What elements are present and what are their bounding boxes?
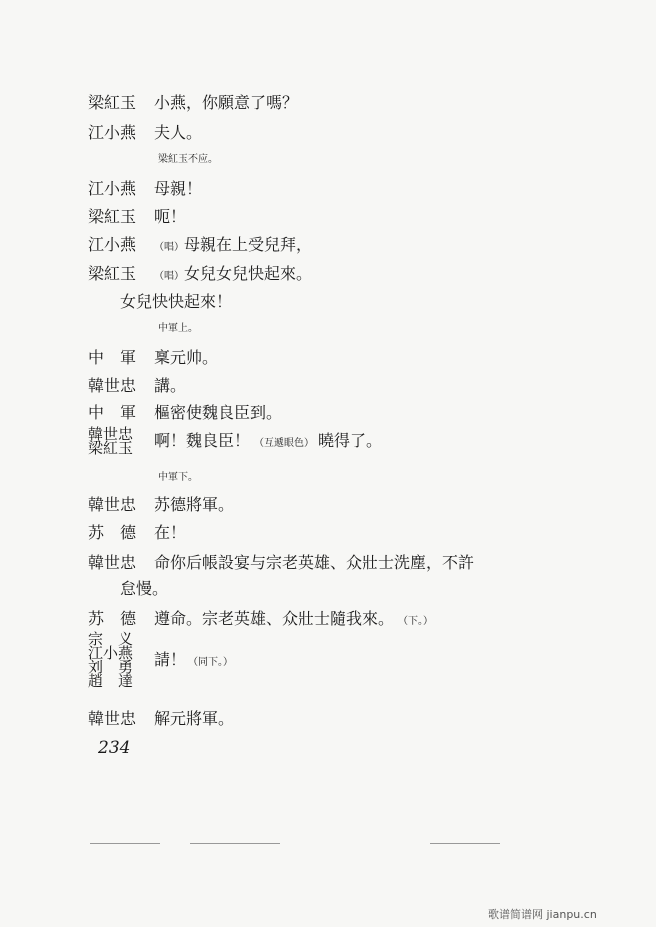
footer-rule (90, 843, 160, 844)
dialogue-line (88, 400, 282, 423)
speaker-group (88, 427, 154, 455)
speaker-name: 韓世忠 (88, 376, 137, 395)
dialogue-line (88, 176, 202, 199)
dialogue-line (88, 204, 186, 227)
continuation-line: 女兒快快起來！ (120, 292, 233, 311)
sung-marker: （唱） (154, 271, 184, 282)
dialogue-text: 稟元帅。 (154, 348, 219, 367)
speaker-name: 中 軍 (88, 348, 137, 367)
dialogue-text: 遵命。宗老英雄、众壯士隨我來。 (154, 609, 395, 628)
dialogue-text: 夫人。 (154, 123, 203, 142)
stage-direction: （下。） (398, 616, 434, 627)
dialogue-line (88, 492, 234, 515)
dialogue-text: 在！ (154, 523, 187, 542)
stage-direction: 梁紅玉不应。 (158, 154, 218, 165)
sung-marker: （唱） (154, 242, 184, 253)
footer-rule (430, 843, 500, 844)
speaker-name: 趙 達 (88, 672, 134, 690)
dialogue-line (88, 606, 433, 629)
dialogue-line (88, 90, 298, 113)
dialogue-line (88, 373, 186, 396)
dialogue-text: 解元將軍。 (154, 709, 235, 728)
continuation-line: 怠慢。 (120, 579, 169, 598)
dialogue-text: 樞密使魏良臣到。 (154, 403, 283, 422)
dialogue-text: 母親在上受兒拜， (184, 235, 313, 254)
dialogue-text: 啊！魏良臣！ (154, 430, 251, 450)
stage-direction: 中軍下。 (158, 472, 198, 483)
page-number: 234 (98, 738, 131, 758)
dialogue-line (88, 261, 312, 284)
speaker-name: 苏 德 (88, 523, 137, 542)
speaker-name: 苏 德 (88, 609, 137, 628)
dialogue-text: 苏德將軍。 (154, 495, 235, 514)
watermark: 歌谱简谱网 jianpu.cn (488, 908, 597, 921)
dialogue-text: 呃！ (154, 207, 187, 226)
dialogue-line (88, 427, 382, 455)
dialogue-line (88, 232, 312, 255)
dialogue-line (88, 520, 186, 543)
dialogue-text: 小燕，你願意了嗎？ (154, 93, 299, 112)
speaker-name: 韓世忠 (88, 425, 134, 443)
dialogue-text: 曉得了。 (318, 430, 383, 450)
speaker-name: 江小燕 (88, 235, 137, 254)
speaker-name: 韓世忠 (88, 709, 137, 728)
footer-rule (190, 843, 280, 844)
dialogue-line (88, 345, 218, 368)
dialogue-text: 講。 (154, 376, 187, 395)
speaker-name: 刘 勇 (88, 658, 134, 676)
dialogue-line (88, 120, 202, 143)
dialogue-text: 女兒女兒快起來。 (184, 264, 313, 283)
dialogue-line (88, 550, 474, 573)
speaker-name: 中 軍 (88, 403, 137, 422)
speaker-name: 梁紅玉 (88, 207, 137, 226)
speaker-group (88, 632, 154, 688)
speaker-name: 梁紅玉 (88, 264, 137, 283)
speaker-name: 江小燕 (88, 123, 137, 142)
stage-direction: 中軍上。 (158, 323, 198, 334)
speaker-name: 韓世忠 (88, 495, 137, 514)
dialogue-text: 請！ (154, 649, 187, 669)
speaker-name: 宗 义 (88, 630, 134, 648)
dialogue-text: 母親！ (154, 179, 203, 198)
dialogue-line (88, 632, 233, 688)
speaker-name: 江小燕 (88, 644, 134, 662)
stage-direction: （同下。） (188, 656, 234, 668)
speaker-name: 梁紅玉 (88, 439, 134, 457)
speaker-name: 韓世忠 (88, 553, 137, 572)
aside-direction: （互遞眼色） (254, 437, 315, 449)
speaker-name: 江小燕 (88, 179, 137, 198)
speaker-name: 梁紅玉 (88, 93, 137, 112)
dialogue-text: 命你后帳設宴与宗老英雄、众壯士洗塵，不許 (154, 553, 475, 572)
dialogue-line (88, 706, 234, 729)
